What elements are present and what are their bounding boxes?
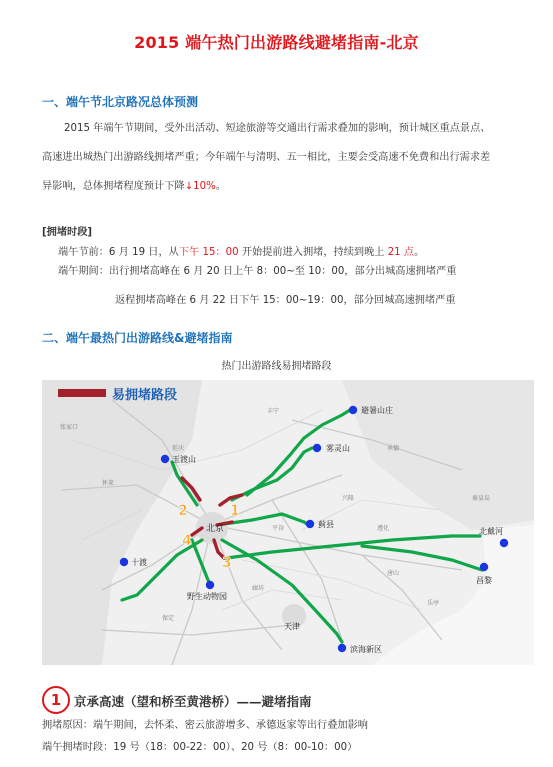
map-svg <box>42 380 534 665</box>
map-place-label: 避暑山庄 <box>361 406 393 415</box>
map-city-label: 北京 <box>206 524 225 534</box>
map-small-label: 承德 <box>387 445 400 452</box>
route-number-3: 3 <box>222 555 232 571</box>
map-place-label: 昌黎 <box>476 576 492 585</box>
before-period: 。 <box>414 247 425 258</box>
before-end-time: 21 点 <box>387 247 415 258</box>
section-1-heading: 一、端午节北京路况总体预测 <box>42 95 199 109</box>
map-small-label: 秦皇岛 <box>472 495 491 502</box>
route-number-2: 2 <box>178 503 188 519</box>
map-place-label: 玉渡山 <box>172 455 196 464</box>
route-1-number-badge: 1 <box>42 686 70 714</box>
during-line-1: 端午期间：出行拥堵高峰在 6 月 20 日上午 8：00~至 10：00，部分出城高速拥堵严重 <box>58 266 457 277</box>
map-legend: 易拥堵路段 <box>112 388 178 403</box>
before-festival-line <box>58 243 424 258</box>
map-small-label: 延庆 <box>172 445 185 452</box>
route-1-period: 端午拥堵时段：19 号（18：00-22：00）、20 号（8：00-10：00） <box>42 742 358 753</box>
route-1-reason: 拥堵原因：端午期间，去怀柔、密云旅游增多、承德返家等出行叠加影响 <box>42 720 368 731</box>
decline-highlight: ↓10% <box>184 181 216 192</box>
map-small-label: 遵化 <box>377 525 390 532</box>
map-place-label: 野生动物园 <box>187 592 227 601</box>
map-small-label: 兴隆 <box>342 495 355 502</box>
map-place-label: 蓟县 <box>318 520 334 529</box>
overview-paragraph <box>42 114 494 201</box>
map-small-label: 张家口 <box>60 424 79 431</box>
during-line-2: 返程拥堵高峰在 6 月 22 日下午 15：00~19：00，部分回城高速拥堵严重 <box>115 295 456 306</box>
map-city-label: 天津 <box>284 622 300 631</box>
map-place-label: 雾灵山 <box>326 444 350 453</box>
route-1-title: 京承高速（望和桥至黄港桥）——避堵指南 <box>74 694 312 709</box>
before-text-2: 开始提前进入拥堵，持续到晚上 <box>238 247 388 258</box>
map-small-label: 丰宁 <box>267 408 280 415</box>
map-place-label: 北戴河 <box>479 527 503 536</box>
page-title: 2015 端午热门出游路线避堵指南-北京 <box>134 33 419 52</box>
map-caption: 热门出游路线易拥堵路段 <box>221 361 332 372</box>
overview-end: 。 <box>215 181 226 192</box>
before-text: 端午节前：6 月 19 日，从 <box>58 247 179 258</box>
route-map <box>42 380 534 665</box>
map-small-label: 保定 <box>162 615 175 622</box>
map-place-label: 十渡 <box>131 558 147 567</box>
overview-text: 2015 年端午节期间，受外出活动、短途旅游等交通出行需求叠加的影响，预计城区重点景点、高速进出城热门出游路线拥堵严重；今年端午与清明、五一相比，主要会受高速不免费和出行需求差异影响，总体拥堵程度预计下降 <box>42 123 491 192</box>
map-small-label: 怀来 <box>102 480 115 487</box>
route-number-4: 4 <box>182 533 192 549</box>
map-small-label: 平谷 <box>272 525 285 532</box>
route-number-1: 1 <box>230 503 240 519</box>
map-small-label: 唐山 <box>387 570 400 577</box>
map-place-label: 滨海新区 <box>350 645 382 654</box>
before-time: 下午 15：00 <box>178 247 239 258</box>
period-label: [拥堵时段] <box>42 227 93 238</box>
map-small-label: 乐亭 <box>427 600 440 607</box>
map-small-label: 廊坊 <box>252 585 265 592</box>
section-2-heading: 二、端午最热门出游路线&避堵指南 <box>42 331 233 345</box>
